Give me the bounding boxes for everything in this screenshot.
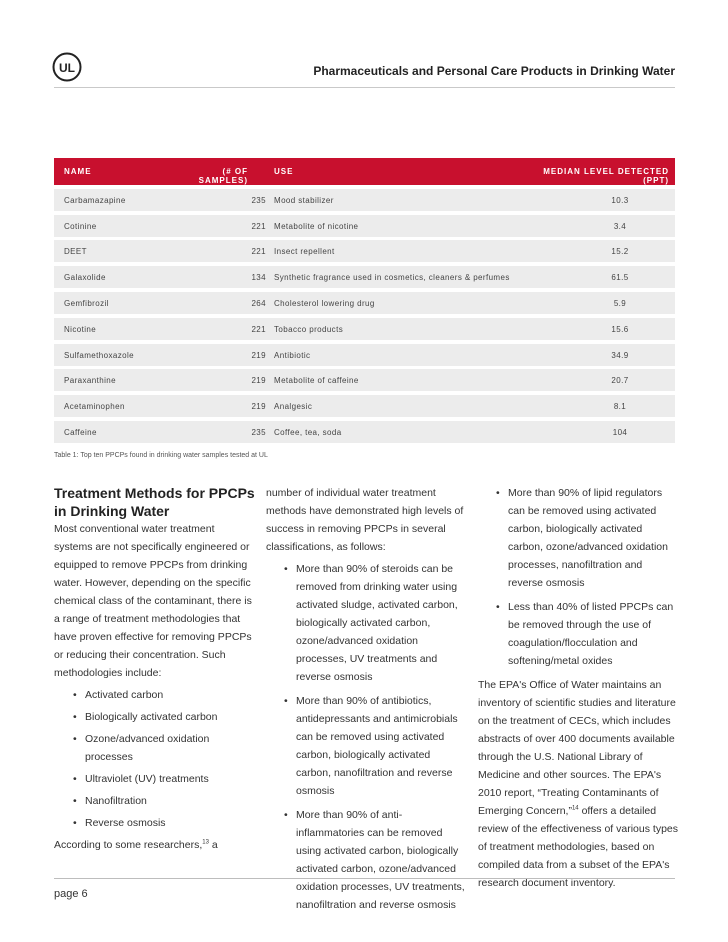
- list-item: • Biologically activated carbon: [85, 708, 254, 726]
- cell-median: 15.2: [611, 247, 629, 257]
- cell-use: Coffee, tea, soda: [274, 427, 342, 437]
- cell-name: Cotinine: [64, 221, 97, 231]
- table-header-row: [54, 158, 675, 185]
- cell-name: Sulfamethoxazole: [64, 350, 134, 360]
- list-item: • Ozone/advanced oxidation processes: [85, 730, 254, 766]
- researchers-text-start: According to some researchers,: [54, 839, 203, 851]
- table-row: [54, 292, 675, 314]
- list-item: • Ultraviolet (UV) treatments: [85, 770, 254, 788]
- header-name: NAME: [64, 167, 92, 176]
- table-caption: Table 1: Top ten PPCPs found in drinking water samples tested at UL: [54, 452, 268, 459]
- cell-use: Metabolite of caffeine: [274, 376, 359, 386]
- cell-median: 5.9: [613, 298, 627, 308]
- researchers-paragraph-continued: number of individual water treatment methods have demonstrated high levels of success in removing PPCPs in several classifications, as follows:: [266, 487, 464, 553]
- table-row: [54, 318, 675, 340]
- cell-samples: 221: [251, 221, 266, 231]
- document-title: Pharmaceuticals and Personal Care Products in Drinking Water: [313, 64, 675, 78]
- cell-use: Tobacco products: [274, 324, 344, 334]
- table-row: [54, 421, 675, 443]
- header-use: USE: [274, 167, 294, 176]
- footnote-ref-13: 13: [202, 839, 209, 846]
- cell-median: 104: [612, 427, 628, 437]
- list-item: • Nanofiltration: [85, 792, 254, 810]
- cell-name: Acetaminophen: [64, 402, 125, 412]
- footer-divider: [54, 878, 675, 879]
- list-item: • Reverse osmosis: [85, 814, 254, 832]
- cell-name: DEET: [64, 247, 87, 257]
- researchers-paragraph: [54, 836, 254, 854]
- page-number: page 6: [54, 888, 88, 900]
- cell-name: Paraxanthine: [64, 376, 116, 386]
- table-row: [54, 215, 675, 237]
- methods-list: [54, 686, 254, 832]
- epa-paragraph: [478, 676, 678, 892]
- researchers-text-end: a: [208, 839, 218, 851]
- cell-use: Metabolite of nicotine: [274, 221, 359, 231]
- cell-use: Cholesterol lowering drug: [274, 298, 375, 308]
- list-item: • More than 90% of steroids can be removed from drinking water using activated sludge, activated carbon, biologically activated carbon, ozone/advanced oxidation processes, UV treatments and reverse osmosis: [296, 560, 466, 686]
- list-item: • Activated carbon: [85, 686, 254, 704]
- cell-use: Mood stabilizer: [274, 195, 334, 205]
- cell-samples: 221: [251, 324, 266, 334]
- cell-median: 20.7: [611, 376, 629, 386]
- cell-median: 3.4: [613, 221, 627, 231]
- ppcp-table: [54, 158, 675, 443]
- classifications-list: [266, 560, 466, 914]
- cell-median: 15.6: [611, 324, 629, 334]
- cell-name: Galaxolide: [64, 273, 106, 283]
- table-row: [54, 189, 675, 211]
- table-row: [54, 395, 675, 417]
- cell-use: Antibiotic: [274, 350, 311, 360]
- header-divider: [54, 87, 675, 88]
- cell-samples: 264: [251, 298, 266, 308]
- cell-samples: 235: [251, 427, 266, 437]
- cell-use: Synthetic fragrance used in cosmetics, cleaners & perfumes: [274, 273, 510, 283]
- cell-samples: 219: [251, 402, 266, 412]
- header-median: MEDIAN LEVEL DETECTED (PPT): [543, 167, 669, 185]
- cell-median: 34.9: [611, 350, 629, 360]
- ul-logo-icon: [52, 52, 82, 82]
- epa-text-start: The EPA's Office of Water maintains an inventory of scientific studies and literature on the treatment of CECs, which includes abstracts of over 400 documents available through the U.S. National Library of Medicine and other sources. The EPA's 2010 report, “Treating Contaminants of Emerging Concern,”: [478, 679, 676, 817]
- cell-samples: 235: [251, 195, 266, 205]
- epa-text-end: offers a detailed review of the effectiveness of various types of treatment methodologies, based on compiled data from a subset of the EPA's research document inventory.: [478, 805, 678, 889]
- list-item: • More than 90% of anti-inflammatories can be removed using activated carbon, biologically activated carbon, ozone/advanced oxidation processes, UV treatments, nanofiltration and reverse osmosis: [296, 806, 466, 914]
- section-heading: Treatment Methods for PPCPs in Drinking Water: [54, 485, 255, 519]
- cell-use: Analgesic: [274, 402, 313, 412]
- cell-name: Nicotine: [64, 324, 97, 334]
- cell-median: 8.1: [613, 402, 627, 412]
- cell-name: Carbamazapine: [64, 195, 126, 205]
- footnote-ref-14: 14: [571, 805, 579, 812]
- column-2: [266, 484, 466, 920]
- classifications-list-continued: [478, 484, 678, 670]
- table-row: [54, 369, 675, 391]
- logo-text: UL: [59, 61, 75, 75]
- cell-median: 10.3: [611, 195, 629, 205]
- cell-samples: 134: [251, 273, 266, 283]
- header-samples: (# OF SAMPLES): [198, 167, 248, 185]
- cell-samples: 219: [251, 376, 266, 386]
- list-item: • Less than 40% of listed PPCPs can be removed through the use of coagulation/flocculation and softening/metal oxides: [508, 598, 678, 670]
- cell-use: Insect repellent: [274, 247, 335, 257]
- table-row: [54, 240, 675, 262]
- table-row: [54, 344, 675, 366]
- cell-samples: 221: [251, 247, 266, 257]
- intro-paragraph: Most conventional water treatment systems are not specifically engineered or equipped to remove PPCPs from drinking water. However, depending on the specific chemical class of the contaminant, there is a range of treatment methodologies that have proven effective for removing PPCPs or reducing their concentration. Such methodologies include:: [54, 523, 252, 679]
- cell-samples: 219: [251, 350, 266, 360]
- list-item: • More than 90% of antibiotics, antidepressants and antimicrobials can be removed using activated carbon, biologically activated carbon, nanofiltration and reverse osmosis: [296, 692, 466, 800]
- list-item: • More than 90% of lipid regulators can be removed using activated carbon, biologically activated carbon, ozone/advanced oxidation processes, nanofiltration and reverse osmosis: [508, 484, 678, 592]
- column-1: [54, 520, 254, 854]
- cell-median: 61.5: [611, 273, 629, 283]
- column-3: [478, 484, 678, 892]
- cell-name: Gemfibrozil: [64, 298, 109, 308]
- table-row: [54, 266, 675, 288]
- cell-name: Caffeine: [64, 427, 97, 437]
